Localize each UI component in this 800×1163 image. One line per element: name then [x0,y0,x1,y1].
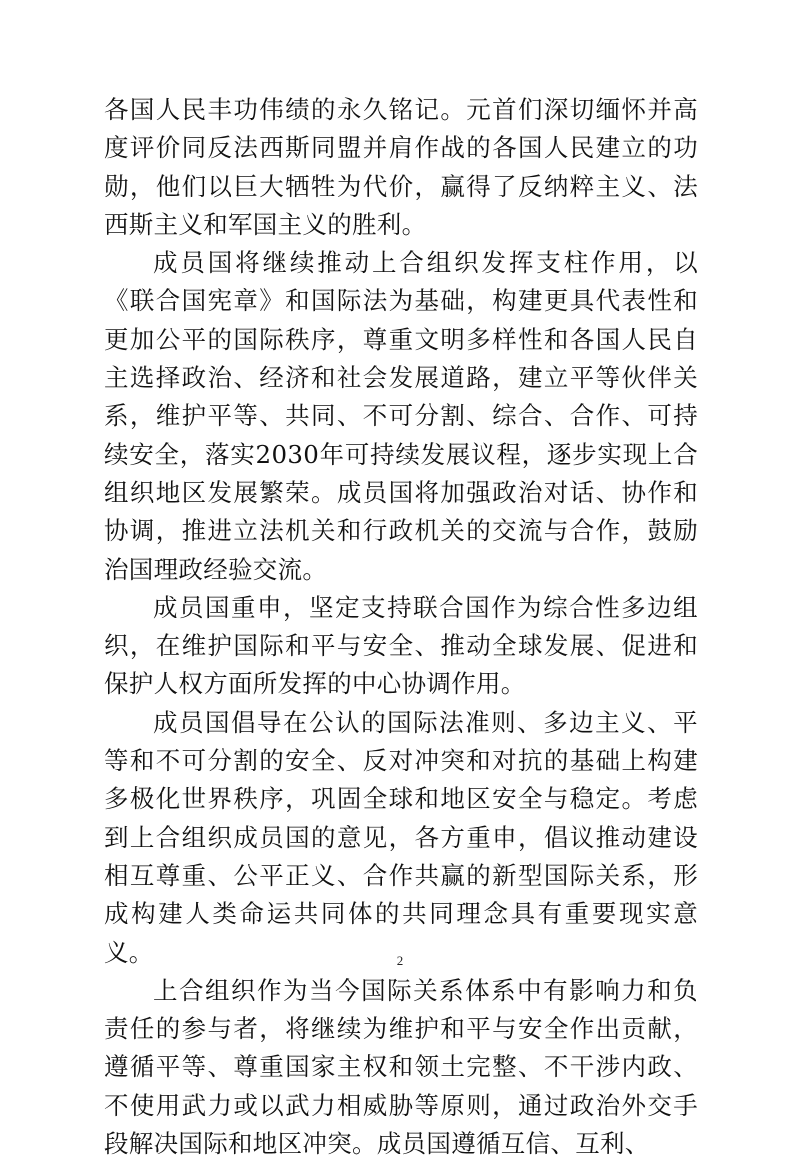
paragraph-5: 上合组织作为当今国际关系体系中有影响力和负责任的参与者，将继续为维护和平与安全作出贡献，遵循平等、尊重国家主权和领土完整、不干涉内政、不使用武力或以武力相威胁等原则，通过政治外交手段解决国际和地区冲突。成员国遵循互信、互利、 [104,975,698,1159]
paragraph-3: 成员国重申，坚定支持联合国作为综合性多边组织，在维护国际和平与安全、推动全球发展、促进和保护人权方面所发挥的中心协调作用。 [104,592,698,699]
page-number: 2 [396,953,404,968]
paragraph-4: 成员国倡导在公认的国际法准则、多边主义、平等和不可分割的安全、反对冲突和对抗的基础上构建多极化世界秩序，巩固全球和地区安全与稳定。考虑到上合组织成员国的意见，各方重申，倡议推动建设相互尊重、公平正义、合作共赢的新型国际关系，形成构建人类命运共同体的共同理念具有重要现实意义。 [104,707,698,967]
paragraph-1: 各国人民丰功伟绩的永久铭记。元首们深切缅怀并高度评价同反法西斯同盟并肩作战的各国人民建立的功勋，他们以巨大牺牲为代价，赢得了反纳粹主义、法西斯主义和军国主义的胜利。 [104,95,698,239]
document-body [104,91,698,1163]
paragraph-2: 成员国将继续推动上合组织发挥支柱作用，以《联合国宪章》和国际法为基础，构建更具代表性和更加公平的国际秩序，尊重文明多样性和各国人民自主选择政治、经济和社会发展道路，建立平等伙伴关系，维护平等、共同、不可分割、综合、合作、可持续安全，落实2030年可持续发展议程，逐步实现上合组织地区发展繁荣。成员国将加强政治对话、协作和协调，推进立法机关和行政机关的交流与合作，鼓励治国理政经验交流。 [104,248,698,584]
